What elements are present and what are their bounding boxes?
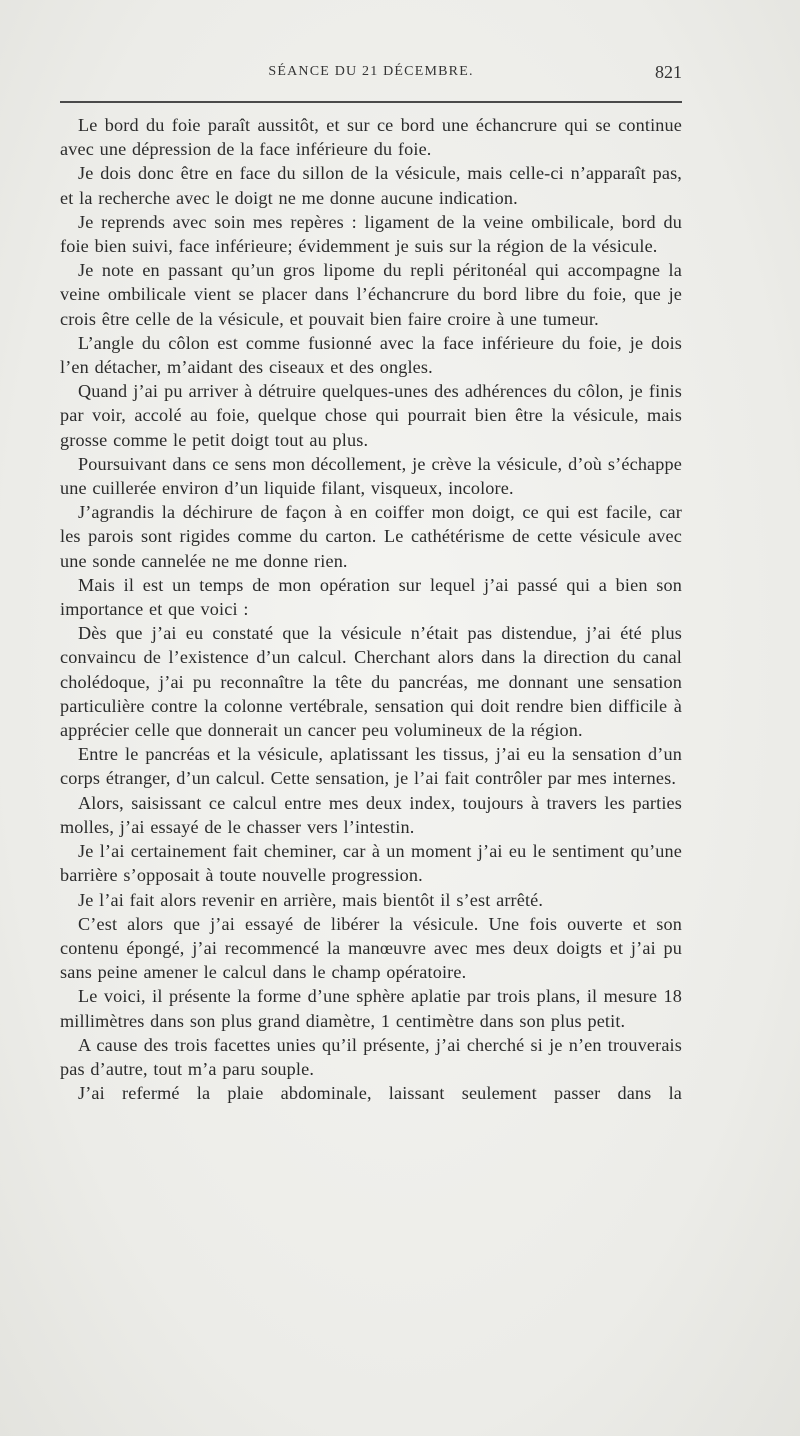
paragraph: Alors, saisissant ce calcul entre mes deux index, toujours à travers les parties molles, j’ai essayé de le chasser vers l’intestin. [60,792,682,837]
paragraph: Mais il est un temps de mon opération sur lequel j’ai passé qui a bien son importance et que voici : [60,574,682,620]
paragraph: Je l’ai certainement fait cheminer, car à un moment j’ai eu le sentiment qu’une barrière s’opposait à toute nouvelle progression. [60,841,682,886]
header-rule [60,101,682,103]
running-head [60,64,682,88]
body-text [60,113,682,1105]
paragraph: A cause des trois facettes unies qu’il présente, j’ai cherché si je n’en trouverais pas d’autre, tout m’a paru souple. [60,1034,682,1079]
paragraph: Le voici, il présente la forme d’une sphère aplatie par trois plans, il mesure 18 millimètres dans son plus grand diamètre, 1 centimètre dans son plus petit. [60,986,682,1031]
paragraph: Entre le pancréas et la vésicule, aplatissant les tissus, j’ai eu la sensation d’un corps étranger, d’un calcul. Cette sensation, je l’ai fait contrôler par mes internes. [60,744,682,789]
paragraph: Je reprends avec soin mes repères : ligament de la veine ombilicale, bord du foie bien suivi, face inférieure; évidemment je suis sur la région de la vésicule. [60,211,682,257]
paragraph: L’angle du côlon est comme fusionné avec la face inférieure du foie, je dois l’en détacher, m’aidant des ciseaux et des ongles. [60,332,682,378]
page-number: 821 [655,62,682,82]
paragraph: Quand j’ai pu arriver à détruire quelques-unes des adhérences du côlon, je finis par voir, accolé au foie, quelque chose qui pourrait bien être la vésicule, mais grosse comme le petit doigt tout au plus. [60,381,682,450]
paragraph: Je l’ai fait alors revenir en arrière, mais bientôt il s’est arrêté. [78,889,544,910]
paragraph-continued: J’ai refermé la plaie abdominale, laissant seulement passer dans la [78,1083,682,1104]
paragraph: Je note en passant qu’un gros lipome du repli péritonéal qui accompagne la veine ombilicale vient se placer dans l’échancrure du bord libre du foie, que je crois être celle de la vésicule, et pouvait bien faire croire à une tumeur. [60,260,682,329]
paragraph: J’agrandis la déchirure de façon à en coiffer mon doigt, ce qui est facile, car les parois sont rigides comme du carton. Le cathétérisme de cette vésicule avec une sonde cannelée ne me donne rien. [60,502,682,571]
paragraph: Poursuivant dans ce sens mon décollement, je crève la vésicule, d’où s’échappe une cuillerée environ d’un liquide filant, visqueux, incolore. [60,453,682,499]
paragraph: Le bord du foie paraît aussitôt, et sur ce bord une échancrure qui se continue avec une dépression de la face inférieure du foie. [60,115,682,160]
running-title: SÉANCE DU 21 DÉCEMBRE. [268,64,474,79]
paragraph: Dès que j’ai eu constaté que la vésicule n’était pas distendue, j’ai été plus convaincu de l’existence d’un calcul. Cherchant alors dans la direction du canal cholédoque, j’ai pu reconnaître la tête du pancréas, me donnant une sensation particulière contre la colonne vertébrale, sensation qui doit rendre bien difficile à apprécier celle que donnerait un cancer peu volumineux de la région. [60,623,682,741]
paragraph: C’est alors que j’ai essayé de libérer la vésicule. Une fois ouverte et son contenu épongé, j’ai recommencé la manœuvre avec mes deux doigts et j’ai pu sans peine amener le calcul dans le champ opératoire. [60,913,682,983]
paragraph: Je dois donc être en face du sillon de la vésicule, mais celle-ci n’apparaît pas, et la recherche avec le doigt ne me donne aucune indication. [60,163,682,208]
